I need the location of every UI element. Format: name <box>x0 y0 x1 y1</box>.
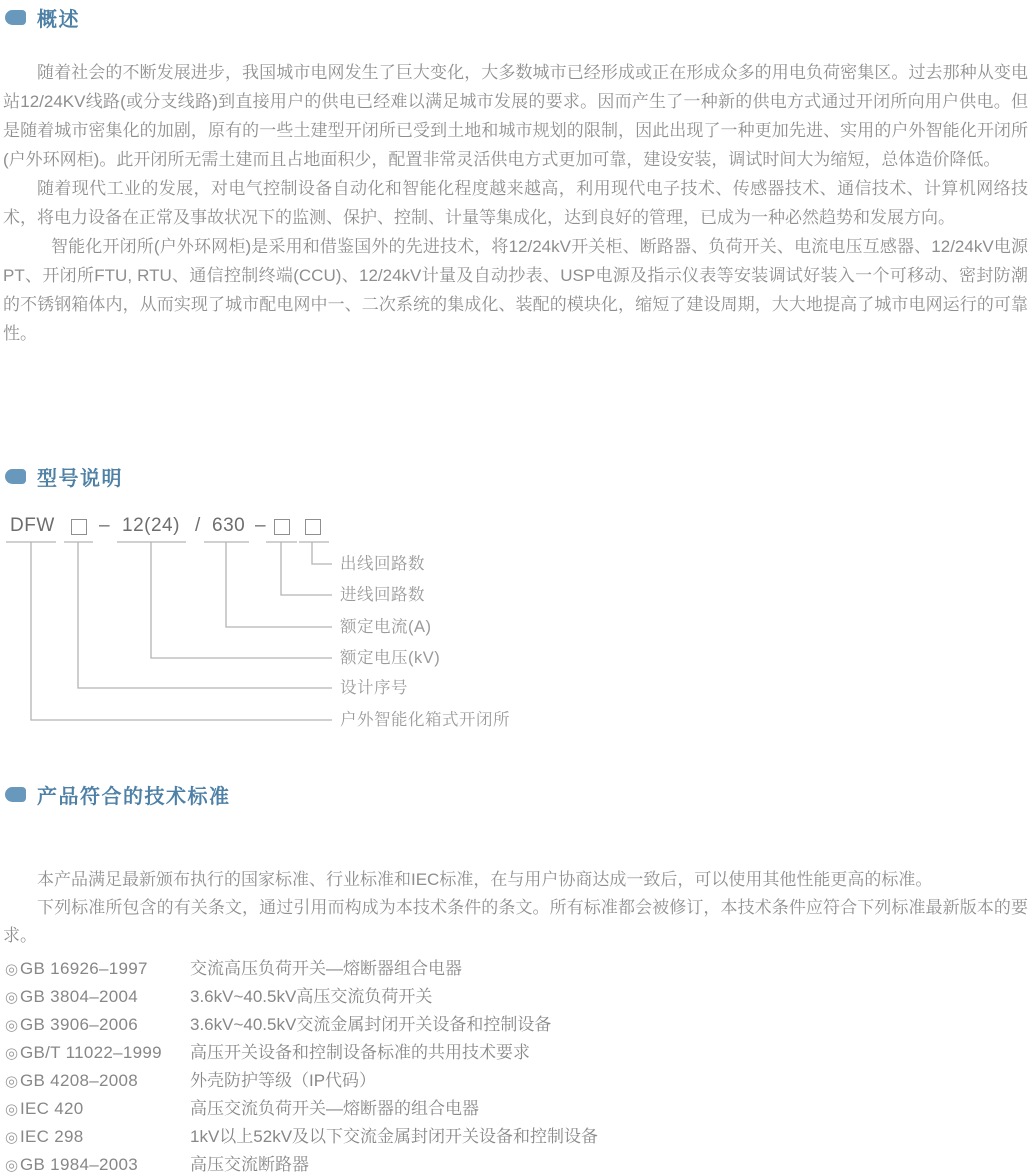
section-bullet-icon <box>5 787 26 802</box>
standards-list-item <box>5 1011 1028 1039</box>
standards-paragraph: 下列标准所包含的有关条文，通过引用而构成为本技术条件的条文。所有标准都会被修订，本技术条件应符合下列标准最新版本的要求。 <box>3 898 1028 945</box>
model-label-design-number: 设计序号 <box>340 679 408 697</box>
section-header-overview <box>5 3 80 32</box>
standard-code: GB 4208–2008 <box>20 1071 138 1090</box>
standards-paragraph: 本产品满足最新颁布执行的国家标准、行业标准和IEC标准，在与用户协商达成一致后，可以使用其他性能更高的标准。 <box>37 870 933 889</box>
bullseye-bullet-icon: ◎ <box>5 1045 19 1062</box>
bullseye-bullet-icon: ◎ <box>5 961 19 978</box>
bullseye-bullet-icon: ◎ <box>5 989 19 1006</box>
standard-code: GB 1984–2003 <box>20 1155 138 1174</box>
bullseye-bullet-icon: ◎ <box>5 1073 19 1090</box>
section-header-standards <box>5 780 231 809</box>
standard-description: 高压开关设备和控制设备标准的共用技术要求 <box>190 1043 530 1062</box>
model-blank-box <box>274 519 290 535</box>
standard-code: GB 3906–2006 <box>20 1015 138 1034</box>
model-code-voltage: 12(24) <box>122 515 180 536</box>
bullseye-bullet-icon: ◎ <box>5 1017 19 1034</box>
model-label-outgoing-circuits: 出线回路数 <box>340 555 425 573</box>
bullseye-bullet-icon: ◎ <box>5 1101 19 1118</box>
standards-list-item <box>5 1095 1028 1123</box>
standards-list-item <box>5 1151 1028 1176</box>
model-label-rated-voltage: 额定电压(kV) <box>340 649 441 667</box>
section-bullet-icon <box>5 10 26 25</box>
standard-description: 外壳防护等级（IP代码） <box>190 1071 377 1090</box>
bullseye-bullet-icon: ◎ <box>5 1129 19 1146</box>
model-code-dash: – <box>255 515 267 536</box>
standards-list-item <box>5 955 1028 983</box>
standard-description: 交流高压负荷开关—熔断器组合电器 <box>190 959 462 978</box>
section-bullet-icon <box>5 469 26 484</box>
standards-list-item <box>5 983 1028 1011</box>
section-header-model <box>5 462 123 491</box>
section-title-standards: 产品符合的技术标准 <box>37 786 231 808</box>
overview-body <box>3 58 1028 348</box>
model-label-incoming-circuits: 进线回路数 <box>340 586 425 604</box>
standard-code: IEC 298 <box>20 1127 84 1146</box>
overview-paragraph: 随着社会的不断发展进步，我国城市电网发生了巨大变化，大多数城市已经形成或正在形成众多的用电负荷密集区。过去那种从变电站12/24KV线路(或分支线路)到直接用户的供电已经难以满足城市发展的要求。因而产生了一种新的供电方式通过开闭所向用户供电。但是随着城市密集化的加剧，原有的一些土建型开闭所已受到土地和城市规划的限制，因此出现了一种更加先进、实用的户外智能化开闭所(户外环网柜)。此开闭所无需土建而且占地面积少，配置非常灵活供电方式更加可靠，建设安装，调试时间大为缩短，总体造价降低。 <box>3 63 1028 169</box>
standard-description: 高压交流负荷开关—熔断器的组合电器 <box>190 1099 479 1118</box>
standard-code: IEC 420 <box>20 1099 84 1118</box>
model-designation-diagram <box>0 515 1032 750</box>
section-title-overview: 概述 <box>37 9 80 31</box>
model-code-slash: / <box>195 515 201 536</box>
standards-list <box>5 955 1028 1176</box>
standard-description: 1kV以上52kV及以下交流金属封闭开关设备和控制设备 <box>190 1127 599 1146</box>
model-code-prefix: DFW <box>10 515 55 536</box>
standards-list-item <box>5 1123 1028 1151</box>
model-code-dash: – <box>99 515 111 536</box>
standards-list-item <box>5 1039 1028 1067</box>
standard-description: 3.6kV~40.5kV交流金属封闭开关设备和控制设备 <box>190 1015 552 1034</box>
standard-code: GB 16926–1997 <box>20 959 148 978</box>
model-connector-lines <box>0 515 1032 750</box>
standard-code: GB/T 11022–1999 <box>20 1043 162 1062</box>
standard-description: 3.6kV~40.5kV高压交流负荷开关 <box>190 987 433 1006</box>
model-code-current: 630 <box>212 515 246 536</box>
standard-description: 高压交流断路器 <box>190 1155 309 1174</box>
model-blank-box <box>71 519 87 535</box>
model-blank-box <box>305 519 321 535</box>
bullseye-bullet-icon: ◎ <box>5 1157 19 1174</box>
model-label-product-type: 户外智能化箱式开闭所 <box>340 711 510 729</box>
overview-paragraph: 智能化开闭所(户外环网柜)是采用和借鉴国外的先进技术，将12/24kV开关柜、断路器、负荷开关、电流电压互感器、12/24kV电源PT、开闭所FTU, RTU、通信控制终端(CCU)、12/24kV计量及自动抄表、USP电源及指示仪表等安装调试好装入一个可移动、密封防潮的不锈钢箱体内，从而实现了城市配电网中一、二次系统的集成化、装配的模块化，缩短了建设周期，大大地提高了城市电网运行的可靠性。 <box>3 237 1028 343</box>
standard-code: GB 3804–2004 <box>20 987 138 1006</box>
section-title-model: 型号说明 <box>37 468 123 490</box>
standards-intro <box>3 866 1028 950</box>
overview-paragraph: 随着现代工业的发展，对电气控制设备自动化和智能化程度越来越高，利用现代电子技术、传感器技术、通信技术、计算机网络技术，将电力设备在正常及事故状况下的监测、保护、控制、计量等集成化，达到良好的管理，已成为一种必然趋势和发展方向。 <box>3 179 1028 227</box>
standards-list-item <box>5 1067 1028 1095</box>
model-label-rated-current: 额定电流(A) <box>340 618 432 636</box>
